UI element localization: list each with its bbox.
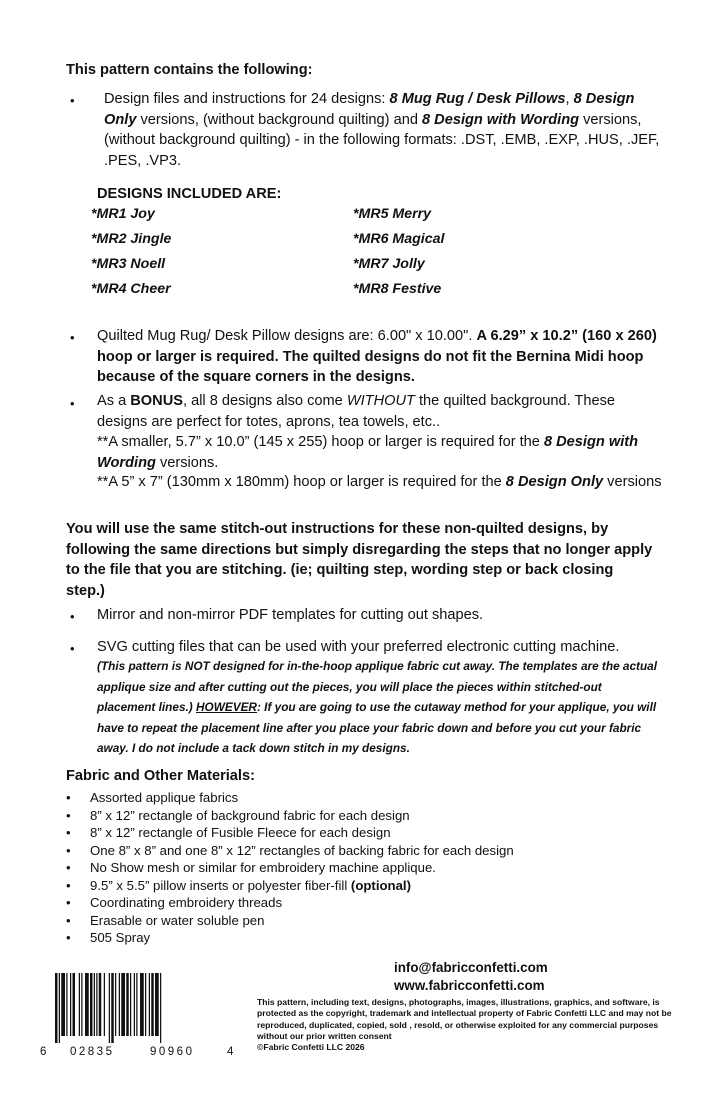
- barcode-digit: 4: [227, 1046, 234, 1058]
- material-text: 8” x 12” rectangle of background fabric for each design: [90, 807, 410, 823]
- barcode-bar: [149, 973, 150, 1036]
- barcode-group: 02835: [70, 1046, 115, 1058]
- intro-emphasis: 8 Design Only: [104, 91, 635, 128]
- barcode-bar: [130, 973, 131, 1036]
- barcode-bar: [119, 973, 120, 1036]
- barcode-bar: [151, 973, 154, 1036]
- barcode: [52, 973, 222, 1043]
- bullet-icon: •: [66, 825, 71, 840]
- design-item: *MR3 Noell: [91, 256, 166, 272]
- bullet-icon: •: [66, 790, 71, 805]
- barcode-bar: [55, 973, 58, 1043]
- bonus-hoop-wording: [97, 432, 662, 473]
- barcode-bar: [81, 973, 82, 1036]
- barcode-bar: [145, 973, 146, 1036]
- intro-paragraph: [104, 89, 664, 171]
- designs-heading: DESIGNS INCLUDED ARE:: [97, 186, 282, 202]
- bonus-text: versions.: [155, 454, 219, 471]
- barcode-bar: [111, 973, 114, 1043]
- intro-text: versions, (without background quilting) and: [136, 111, 422, 128]
- bullet-icon: •: [66, 930, 71, 945]
- bonus-text: versions: [603, 474, 662, 490]
- material-optional: (optional): [350, 877, 411, 893]
- page-heading: This pattern contains the following:: [66, 62, 313, 78]
- design-item: *MR6 Magical: [353, 231, 445, 247]
- material-text: 505 Spray: [90, 930, 151, 945]
- barcode-bar: [94, 973, 95, 1036]
- bullet-icon: •: [70, 396, 75, 411]
- material-text: No Show mesh or similar for embroidery machine applique.: [90, 860, 436, 875]
- material-text: One 8” x 8” and one 8” x 12” rectangles of backing fabric for each design: [90, 842, 514, 858]
- intro-emphasis: 8 Design with Wording: [422, 111, 580, 128]
- barcode-bar: [109, 973, 110, 1043]
- barcode-bar: [73, 973, 76, 1036]
- material-text: 8” x 12” rectangle of Fusible Fleece for each design: [90, 825, 391, 840]
- bonus-paragraph: [97, 391, 662, 432]
- design-item: *MR4 Cheer: [91, 281, 171, 297]
- material-text: Erasable or water soluble pen: [90, 912, 265, 928]
- stitchout-paragraph: You will use the same stitch-out instructions for these non-quilted designs, by following the same directions but simply disregarding the steps that no longer apply to the file that you are stitching. (ie; quilting step, wording step or back closing step.): [66, 521, 653, 599]
- barcode-bar: [99, 973, 102, 1036]
- intro-emphasis: 8 Mug Rug / Desk Pillows: [389, 91, 566, 107]
- bullet-icon: •: [66, 807, 71, 823]
- design-item: *MR1 Joy: [91, 206, 155, 222]
- barcode-bar: [66, 973, 67, 1036]
- legal-notice: [257, 997, 677, 1053]
- quilted-paragraph: [97, 326, 662, 388]
- svg-paragraph: SVG cutting files that can be used with your preferred electronic cutting machine.: [97, 639, 620, 655]
- barcode-bar: [85, 973, 89, 1036]
- mirror-paragraph: Mirror and non-mirror PDF templates for cutting out shapes.: [97, 607, 484, 623]
- bullet-icon: •: [70, 641, 75, 656]
- quilted-text: Quilted Mug Rug/ Desk Pillow designs are: 6.00" x 10.00".: [97, 328, 477, 344]
- bullet-icon: •: [70, 93, 75, 108]
- barcode-bar: [104, 973, 105, 1036]
- bonus-emphasis: BONUS: [130, 393, 183, 409]
- bullet-icon: •: [66, 877, 71, 893]
- note-emphasis: HOWEVER: [196, 700, 257, 714]
- design-item: *MR7 Jolly: [353, 256, 425, 272]
- bonus-text: **A 5” x 7” (130mm x 180mm) hoop or larger is required for the: [97, 474, 506, 490]
- bullet-icon: •: [70, 330, 75, 345]
- barcode-bar: [115, 973, 116, 1036]
- note-text: : If you are going to use the cutaway method for your applique, you will have to repeat the placement line after you place your fabric down and before you cut your fabric away. I do not include a tack down stitch in my designs.: [97, 700, 657, 755]
- bonus-text: As a: [97, 393, 131, 409]
- bullet-icon: •: [70, 609, 75, 624]
- design-item: *MR8 Festive: [353, 281, 442, 297]
- materials-heading: Fabric and Other Materials:: [66, 768, 255, 784]
- note-text: (This pattern is NOT designed for in-the-hoop applique fabric cut away. The templates are the actual applique size and after cutting out the pieces, you will place the pieces within stitched-out placement lines.): [97, 659, 658, 714]
- material-text: 9.5” x 5.5” pillow inserts or polyester fiber-fill: [90, 877, 351, 893]
- quilted-emphasis: A 6.29” x 10.2” (160 x 260) hoop or larger is required. The quilted designs do not fit the Bernina Midi hoop because of the square corners in the designs.: [97, 328, 657, 385]
- material-text: Assorted applique fabrics: [90, 790, 239, 805]
- bullet-icon: •: [66, 895, 71, 910]
- bonus-text: **A smaller, 5.7” x 10.0” (145 x 255) hoop or larger is required for the: [97, 434, 544, 450]
- barcode-bar: [140, 973, 144, 1036]
- bullet-icon: •: [66, 912, 71, 928]
- barcode-bar: [96, 973, 97, 1036]
- barcode-digit: 6: [40, 1046, 47, 1058]
- intro-text: Design files and instructions for 24 designs:: [104, 91, 390, 107]
- bullet-icon: •: [66, 842, 71, 858]
- barcode-bar: [79, 973, 80, 1036]
- barcode-bar: [134, 973, 135, 1036]
- material-text: Coordinating embroidery threads: [90, 895, 283, 910]
- cutaway-note: [97, 656, 657, 759]
- contact-website[interactable]: www.fabricconfetti.com: [394, 978, 545, 993]
- design-item: *MR2 Jingle: [91, 231, 172, 247]
- contact-email[interactable]: info@fabricconfetti.com: [394, 960, 548, 975]
- barcode-bar: [59, 973, 60, 1043]
- barcode-bar: [136, 973, 137, 1036]
- legal-text: This pattern, including text, designs, photographs, images, illustrations, graphics, and software, is protected as the copyright, trademark and intellectual property of Fabric Confetti LLC and may not be reproduced, duplicated, copied, sold , resold, or otherwise exploited for any commercial purposes without our prior written consent: [257, 997, 672, 1041]
- barcode-bar: [70, 973, 71, 1036]
- barcode-bar: [155, 973, 159, 1036]
- bonus-hoop-design-only: [97, 472, 662, 493]
- bonus-text: , all 8 designs also come: [182, 393, 347, 409]
- barcode-bar: [61, 973, 65, 1036]
- bonus-emphasis: WITHOUT: [346, 393, 415, 409]
- bonus-emphasis: 8 Design Only: [505, 474, 604, 490]
- design-item: *MR5 Merry: [353, 206, 432, 222]
- bullet-icon: •: [66, 860, 71, 875]
- barcode-bar: [126, 973, 129, 1036]
- bonus-emphasis: 8 Design with Wording: [97, 434, 639, 471]
- barcode-bar: [90, 973, 93, 1036]
- barcode-bar: [121, 973, 125, 1036]
- barcode-bar: [160, 973, 161, 1043]
- bonus-text: the quilted background. These designs are perfect for totes, aprons, tea towels, etc..: [97, 393, 616, 430]
- intro-text: ,: [565, 91, 574, 107]
- barcode-group: 90960: [150, 1046, 195, 1058]
- intro-text: versions, (without background quilting) - in the following formats: .DST, .EMB, .EXP, .HUS, .JEF, .PES, .VP3.: [104, 111, 660, 169]
- copyright-text: ©Fabric Confetti LLC 2026: [257, 1042, 365, 1053]
